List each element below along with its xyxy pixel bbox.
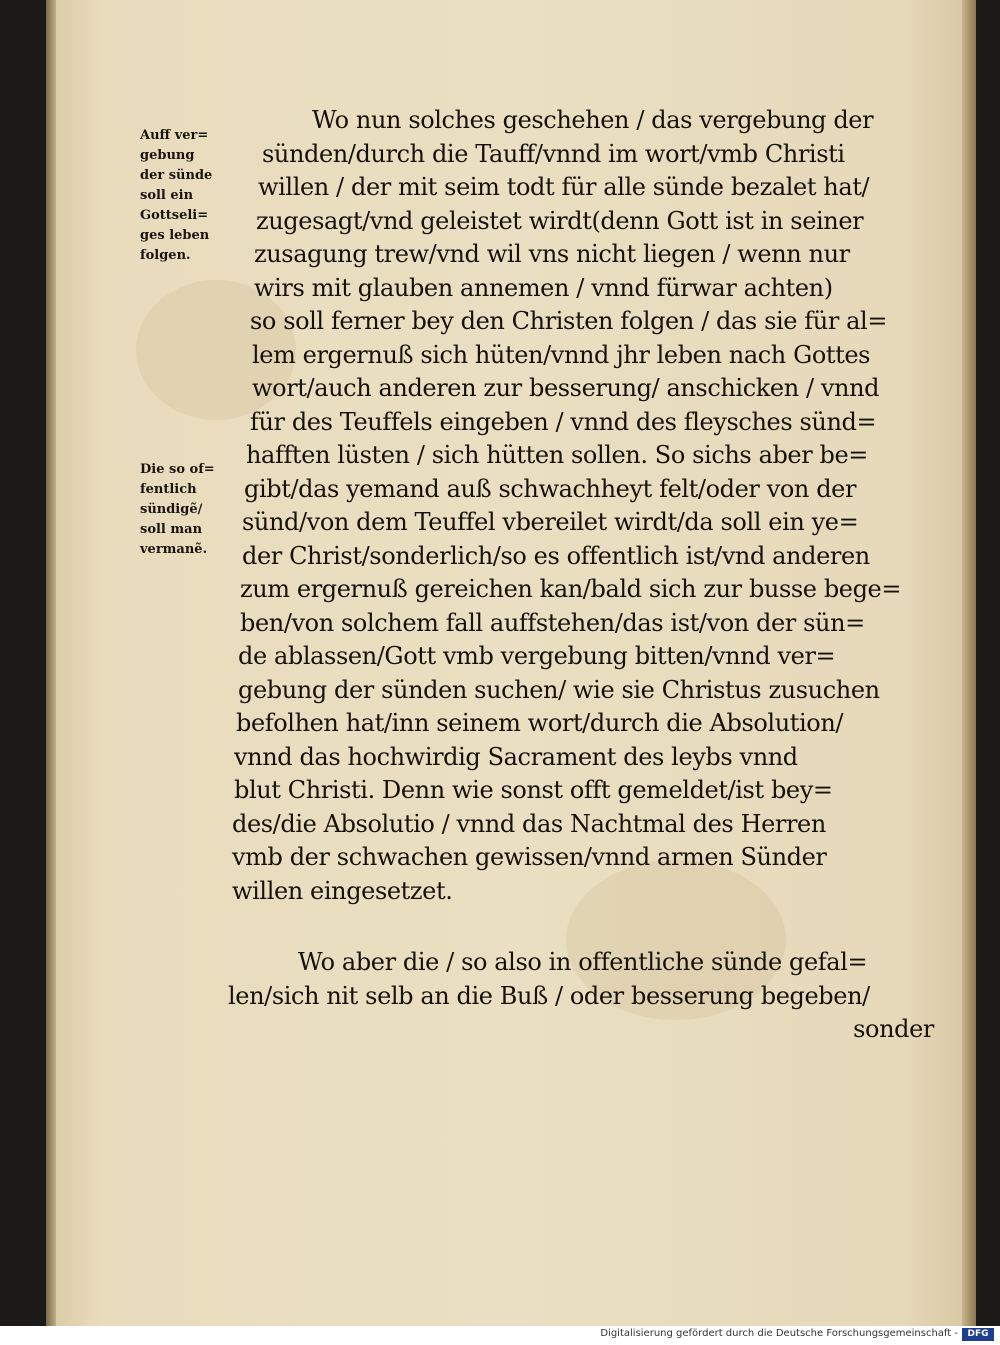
text-line: für des Teuffels eingeben / vnnd des fleysches sünd= xyxy=(250,407,877,436)
text-line: blut Christi. Denn wie sonst offt gemeldet/ist bey= xyxy=(234,776,833,804)
paragraph-gap xyxy=(222,908,962,946)
marginal-line: soll ein xyxy=(140,188,194,203)
text-line: so soll ferner bey den Christen folgen / das sie für al= xyxy=(250,307,888,335)
text-line: Wo nun solches geschehen / das vergebung der xyxy=(312,106,874,134)
catchword: sonder xyxy=(853,1015,934,1043)
page-edge-left xyxy=(46,0,56,1326)
text-line: willen / der mit seim todt für alle sünde bezalet hat/ xyxy=(258,173,870,201)
text-line: zugesagt/vnd geleistet wirdt(denn Gott ist in seiner xyxy=(256,206,864,235)
text-line: vmb der schwachen gewissen/vnnd armen Sünder xyxy=(232,843,827,871)
text-line: ben/von solchem fall auffstehen/das ist/von der sün= xyxy=(240,608,865,637)
marginal-line: soll man xyxy=(140,522,203,537)
dfg-logo: DFG xyxy=(962,1328,994,1341)
marginal-line: ges leben xyxy=(140,228,210,243)
funding-credit: Digitalisierung gefördert durch die Deutsche Forschungsgemeinschaft - xyxy=(600,1328,958,1339)
marginal-line: Die so of= xyxy=(140,462,215,477)
marginal-line: Auff ver= xyxy=(140,128,209,143)
marginal-line: sündigẽ/ xyxy=(140,502,203,517)
marginal-line: Gottseli= xyxy=(140,208,209,223)
text-line: hafften lüsten / sich hütten sollen. So sichs aber be= xyxy=(246,441,869,469)
paragraph-2 xyxy=(222,946,962,1013)
page-edge-right xyxy=(962,0,976,1326)
text-line: willen eingesetzet. xyxy=(232,876,453,905)
text-line: des/die Absolutio / vnnd das Nachtmal des Herren xyxy=(232,809,826,838)
text-line: der Christ/sonderlich/so es offentlich ist/vnd anderen xyxy=(242,541,870,570)
text-line: sünd/von dem Teuffel vbereilet wirdt/da soll ein ye= xyxy=(242,508,859,536)
text-line: vnnd das hochwirdig Sacrament des leybs vnnd xyxy=(234,742,798,771)
marginal-line: vermanẽ. xyxy=(140,542,208,557)
text-line: Wo aber die / so also in offentliche sünde gefal= xyxy=(298,948,868,976)
text-line: zusagung trew/vnd wil vns nicht liegen / wenn nur xyxy=(254,240,850,268)
text-line: len/sich nit selb an die Buß / oder besserung begeben/ xyxy=(228,981,870,1010)
body-text xyxy=(222,104,962,1047)
text-line: lem ergernuß sich hüten/vnnd jhr leben nach Gottes xyxy=(252,340,871,369)
footer-bar xyxy=(0,1326,1000,1345)
text-line: sünden/durch die Tauff/vnnd im wort/vmb Christi xyxy=(262,139,845,168)
text-line: wort/auch anderen zur besserung/ anschicken / vnnd xyxy=(252,374,880,402)
text-line: befolhen hat/inn seinem wort/durch die Absolution/ xyxy=(236,709,844,737)
text-line: wirs mit glauben annemen / vnnd fürwar achten) xyxy=(254,273,833,302)
marginal-line: fentlich xyxy=(140,482,197,497)
text-line: gebung der sünden suchen/ wie sie Christus zusuchen xyxy=(238,675,880,704)
text-line: de ablassen/Gott vmb vergebung bitten/vnnd ver= xyxy=(238,642,836,670)
marginal-line: folgen. xyxy=(140,248,191,263)
text-line: zum ergernuß gereichen kan/bald sich zur busse bege= xyxy=(240,575,902,603)
marginal-line: gebung xyxy=(140,148,195,163)
paragraph-1 xyxy=(222,104,962,908)
marginal-line: der sünde xyxy=(140,168,213,183)
text-line: gibt/das yemand auß schwachheyt felt/oder von der xyxy=(244,474,857,503)
